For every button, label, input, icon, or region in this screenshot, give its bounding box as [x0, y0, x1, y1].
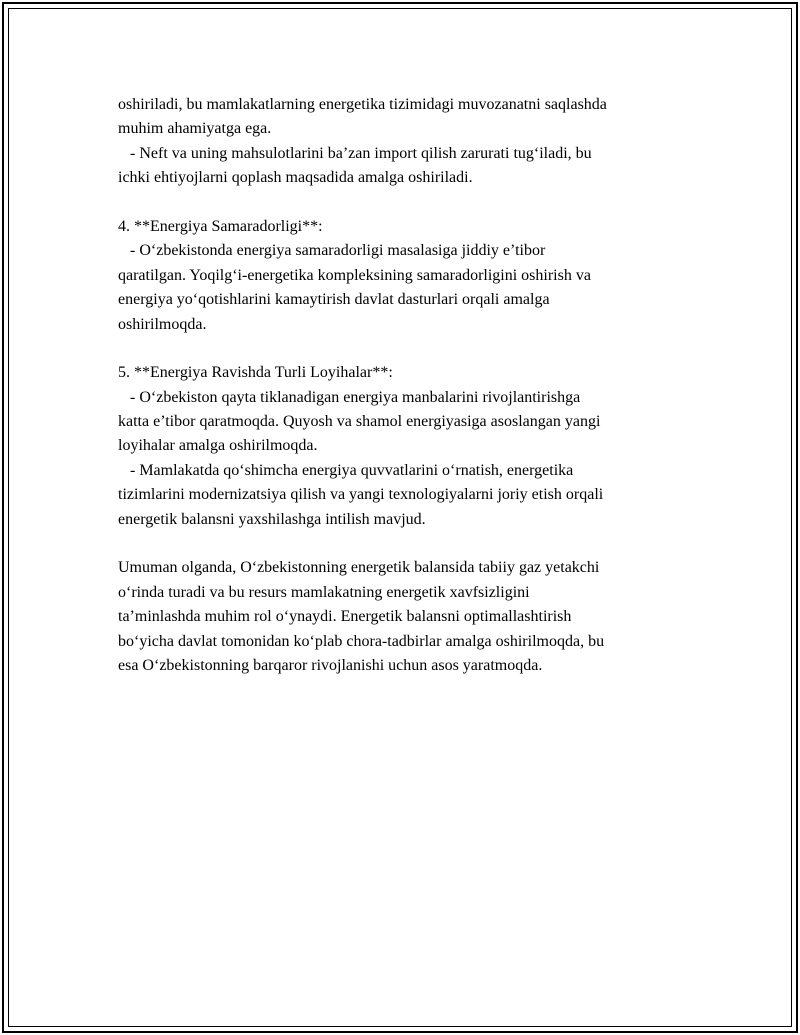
text-line: loyihalar amalga oshirilmoqda.	[118, 437, 318, 455]
text-line: energiya yo‘qotishlarini kamaytirish davlat dasturlari orqali amalga	[118, 291, 550, 309]
text-line: oshiriladi, bu mamlakatlarning energetika tizimidagi muvozanatni saqlashda	[118, 96, 607, 113]
paragraph-spacer	[118, 337, 688, 361]
text-line: muhim ahamiyatga ega.	[118, 120, 272, 138]
section-heading: 4. **Energiya Samaradorligi**:	[118, 217, 323, 235]
text-line: - O‘zbekiston qayta tiklanadigan energiya manbalarini rivojlantirishga	[118, 388, 581, 406]
text-line: ta’minlashda muhim rol o‘ynaydi. Energetik balansni optimallashtirish	[118, 608, 572, 626]
text-line: o‘rinda turadi va bu resurs mamlakatning energetik xavfsizligini	[118, 583, 530, 601]
section-heading: 5. **Energiya Ravishda Turli Loyihalar**:	[118, 364, 393, 382]
text-line: Umuman olganda, O‘zbekistonning energetik balansida tabiiy gaz yetakchi	[118, 559, 600, 577]
paragraph-spacer	[118, 532, 688, 556]
text-line: tizimlarini modernizatsiya qilish va yangi texnologiyalarni joriy etish orqali	[118, 486, 604, 504]
text-line: ichki ehtiyojlarni qoplash maqsadida amalga oshiriladi.	[118, 169, 473, 187]
text-line: - Mamlakatda qo‘shimcha energiya quvvatlarini o‘rnatish, energetika	[118, 461, 574, 479]
text-line: bo‘yicha davlat tomonidan ko‘plab chora-tadbirlar amalga oshirilmoqda, bu	[118, 632, 605, 650]
paragraph-intro-continuation	[118, 93, 688, 191]
text-line: - O‘zbekistonda energiya samaradorligi masalasiga jiddiy e’tibor	[118, 242, 546, 260]
document-body	[118, 93, 688, 678]
section-energy-efficiency	[118, 215, 688, 337]
text-line: oshirilmoqda.	[118, 315, 207, 333]
text-line: esa O‘zbekistonning barqaror rivojlanishi uchun asos yaratmoqda.	[118, 656, 543, 674]
paragraph-conclusion	[118, 556, 688, 678]
text-line: katta e’tibor qaratmoqda. Quyosh va shamol energiyasiga asoslangan yangi	[118, 413, 601, 431]
text-line: - Neft va uning mahsulotlarini ba’zan import qilish zarurati tug‘iladi, bu	[118, 144, 592, 162]
text-line: qaratilgan. Yoqilg‘i-energetika kompleksining samaradorligini oshirish va	[118, 266, 591, 284]
paragraph-spacer	[118, 191, 688, 215]
section-various-projects	[118, 361, 688, 532]
text-line: energetik balansni yaxshilashga intilish mavjud.	[118, 510, 426, 528]
